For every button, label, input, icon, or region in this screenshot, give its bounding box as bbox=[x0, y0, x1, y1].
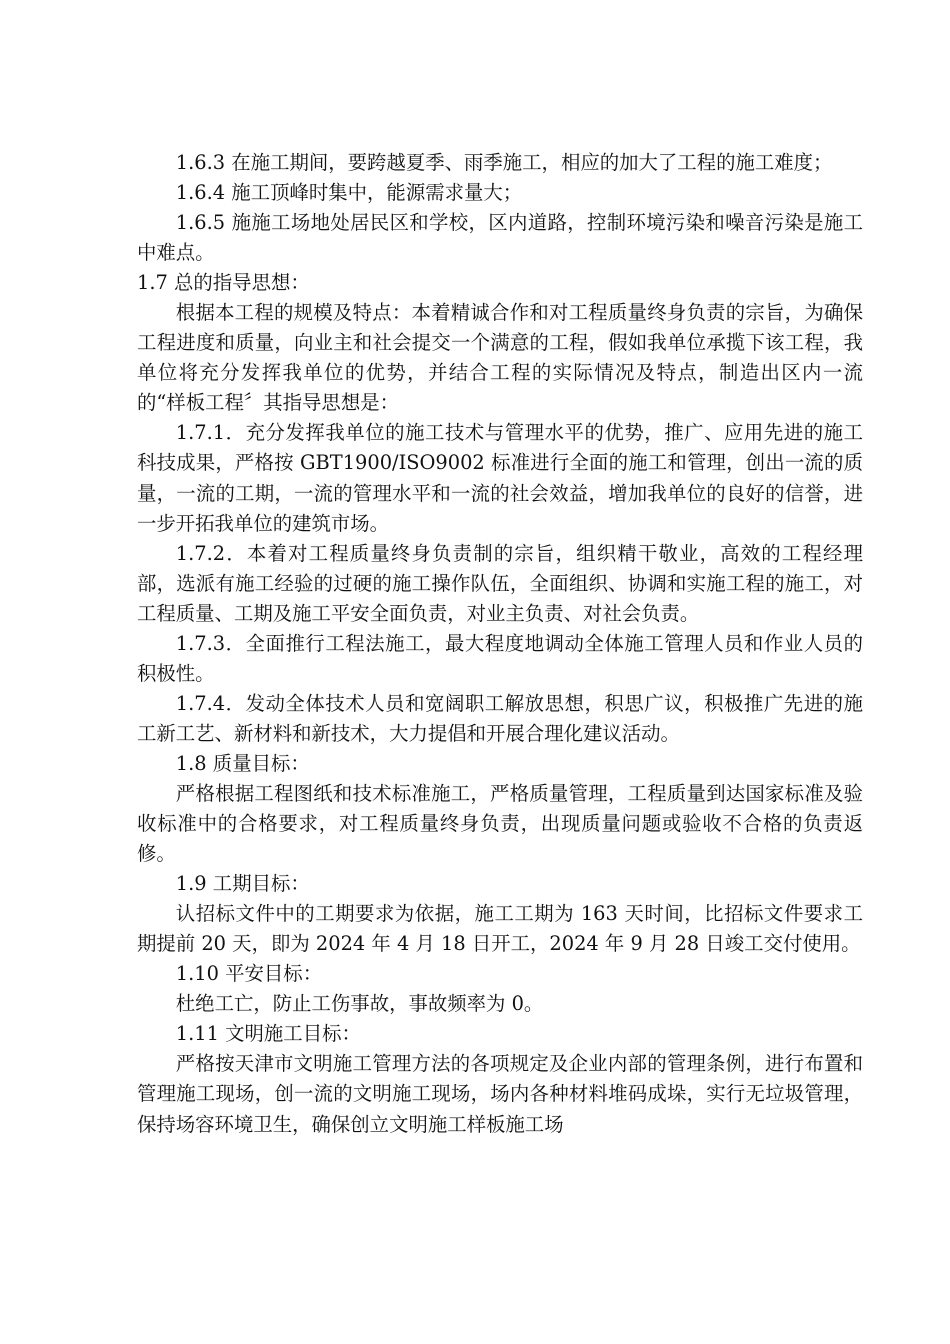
heading-1-8: 1.8 质量目标： bbox=[175, 751, 310, 775]
paragraph-1-6-5: 1.6.5 施施工场地处居民区和学校，区内道路，控制环境污染和噪音污染是施工中难点。 bbox=[137, 211, 863, 265]
paragraph-civilized-construction-target: 严格按天津市文明施工管理方法的各项规定及企业内部的管理条例，进行布置和管理施工现场，创一流的文明施工现场，场内各种材料堆码成垛，实行无垃圾管理，保持场容环境卫生，确保创立文明施工样板施工场 bbox=[137, 1052, 863, 1136]
heading-1-11: 1.11 文明施工目标： bbox=[175, 1022, 361, 1046]
paragraph-1-7-4: 1.7.4．发动全体技术人员和宽阔职工解放思想，积思广议，积极推广先进的施工新工艺、新材料和新技术，大力提倡和开展合理化建议活动。 bbox=[137, 691, 863, 745]
paragraph-safety-target: 杜绝工亡，防止工伤事故，事故频率为 0。 bbox=[175, 992, 544, 1016]
paragraph-guiding-intro: 根据本工程的规模及特点：本着精诚合作和对工程质量终身负责的宗旨，为确保工程进度和质量，向业主和社会提交一个满意的工程，假如我单位承揽下该工程，我单位将充分发挥我单位的优势，并结合工程的实际情况及特点，制造出区内一流的“样板工程〞其指导思想是： bbox=[137, 301, 863, 415]
heading-1-9: 1.9 工期目标： bbox=[175, 872, 310, 896]
paragraph-1-7-3: 1.7.3．全面推行工程法施工，最大程度地调动全体施工管理人员和作业人员的积极性。 bbox=[137, 631, 863, 685]
heading-1-7: 1.7 总的指导思想： bbox=[137, 271, 310, 295]
paragraph-1-7-2: 1.7.2．本着对工程质量终身负责制的宗旨，组织精干敬业，高效的工程经理部，选派有施工经验的过硬的施工操作队伍，全面组织、协调和实施工程的施工，对工程质量、工期及施工平安全面负责，对业主负责、对社会负责。 bbox=[137, 541, 863, 625]
paragraph-quality-target: 严格根据工程图纸和技术标准施工，严格质量管理，工程质量到达国家标准及验收标准中的合格要求，对工程质量终身负责，出现质量问题或验收不合格的负责返修。 bbox=[137, 781, 863, 866]
paragraph-1-7-1: 1.7.1．充分发挥我单位的施工技术与管理水平的优势，推广、应用先进的施工科技成果，严格按 GBT1900/ISO9002 标准进行全面的施工和管理，创出一流的质量，一流的工期，一流的管理水平和一流的社会效益，增加我单位的良好的信誉，进一步开拓我单位的建筑市场。 bbox=[137, 421, 863, 535]
document-page bbox=[137, 148, 863, 1140]
heading-1-10: 1.10 平安目标： bbox=[175, 962, 323, 986]
paragraph-1-6-3: 1.6.3 在施工期间，要跨越夏季、雨季施工，相应的加大了工程的施工难度； bbox=[175, 151, 833, 174]
paragraph-1-6-4: 1.6.4 施工顶峰时集中，能源需求量大； bbox=[175, 181, 523, 205]
paragraph-schedule-target: 认招标文件中的工期要求为依据，施工工期为 163 天时间，比招标文件要求工期提前 20 天，即为 2024 年 4 月 18 日开工，2024 年 9 月 28 日竣工交付使用。 bbox=[137, 902, 863, 956]
